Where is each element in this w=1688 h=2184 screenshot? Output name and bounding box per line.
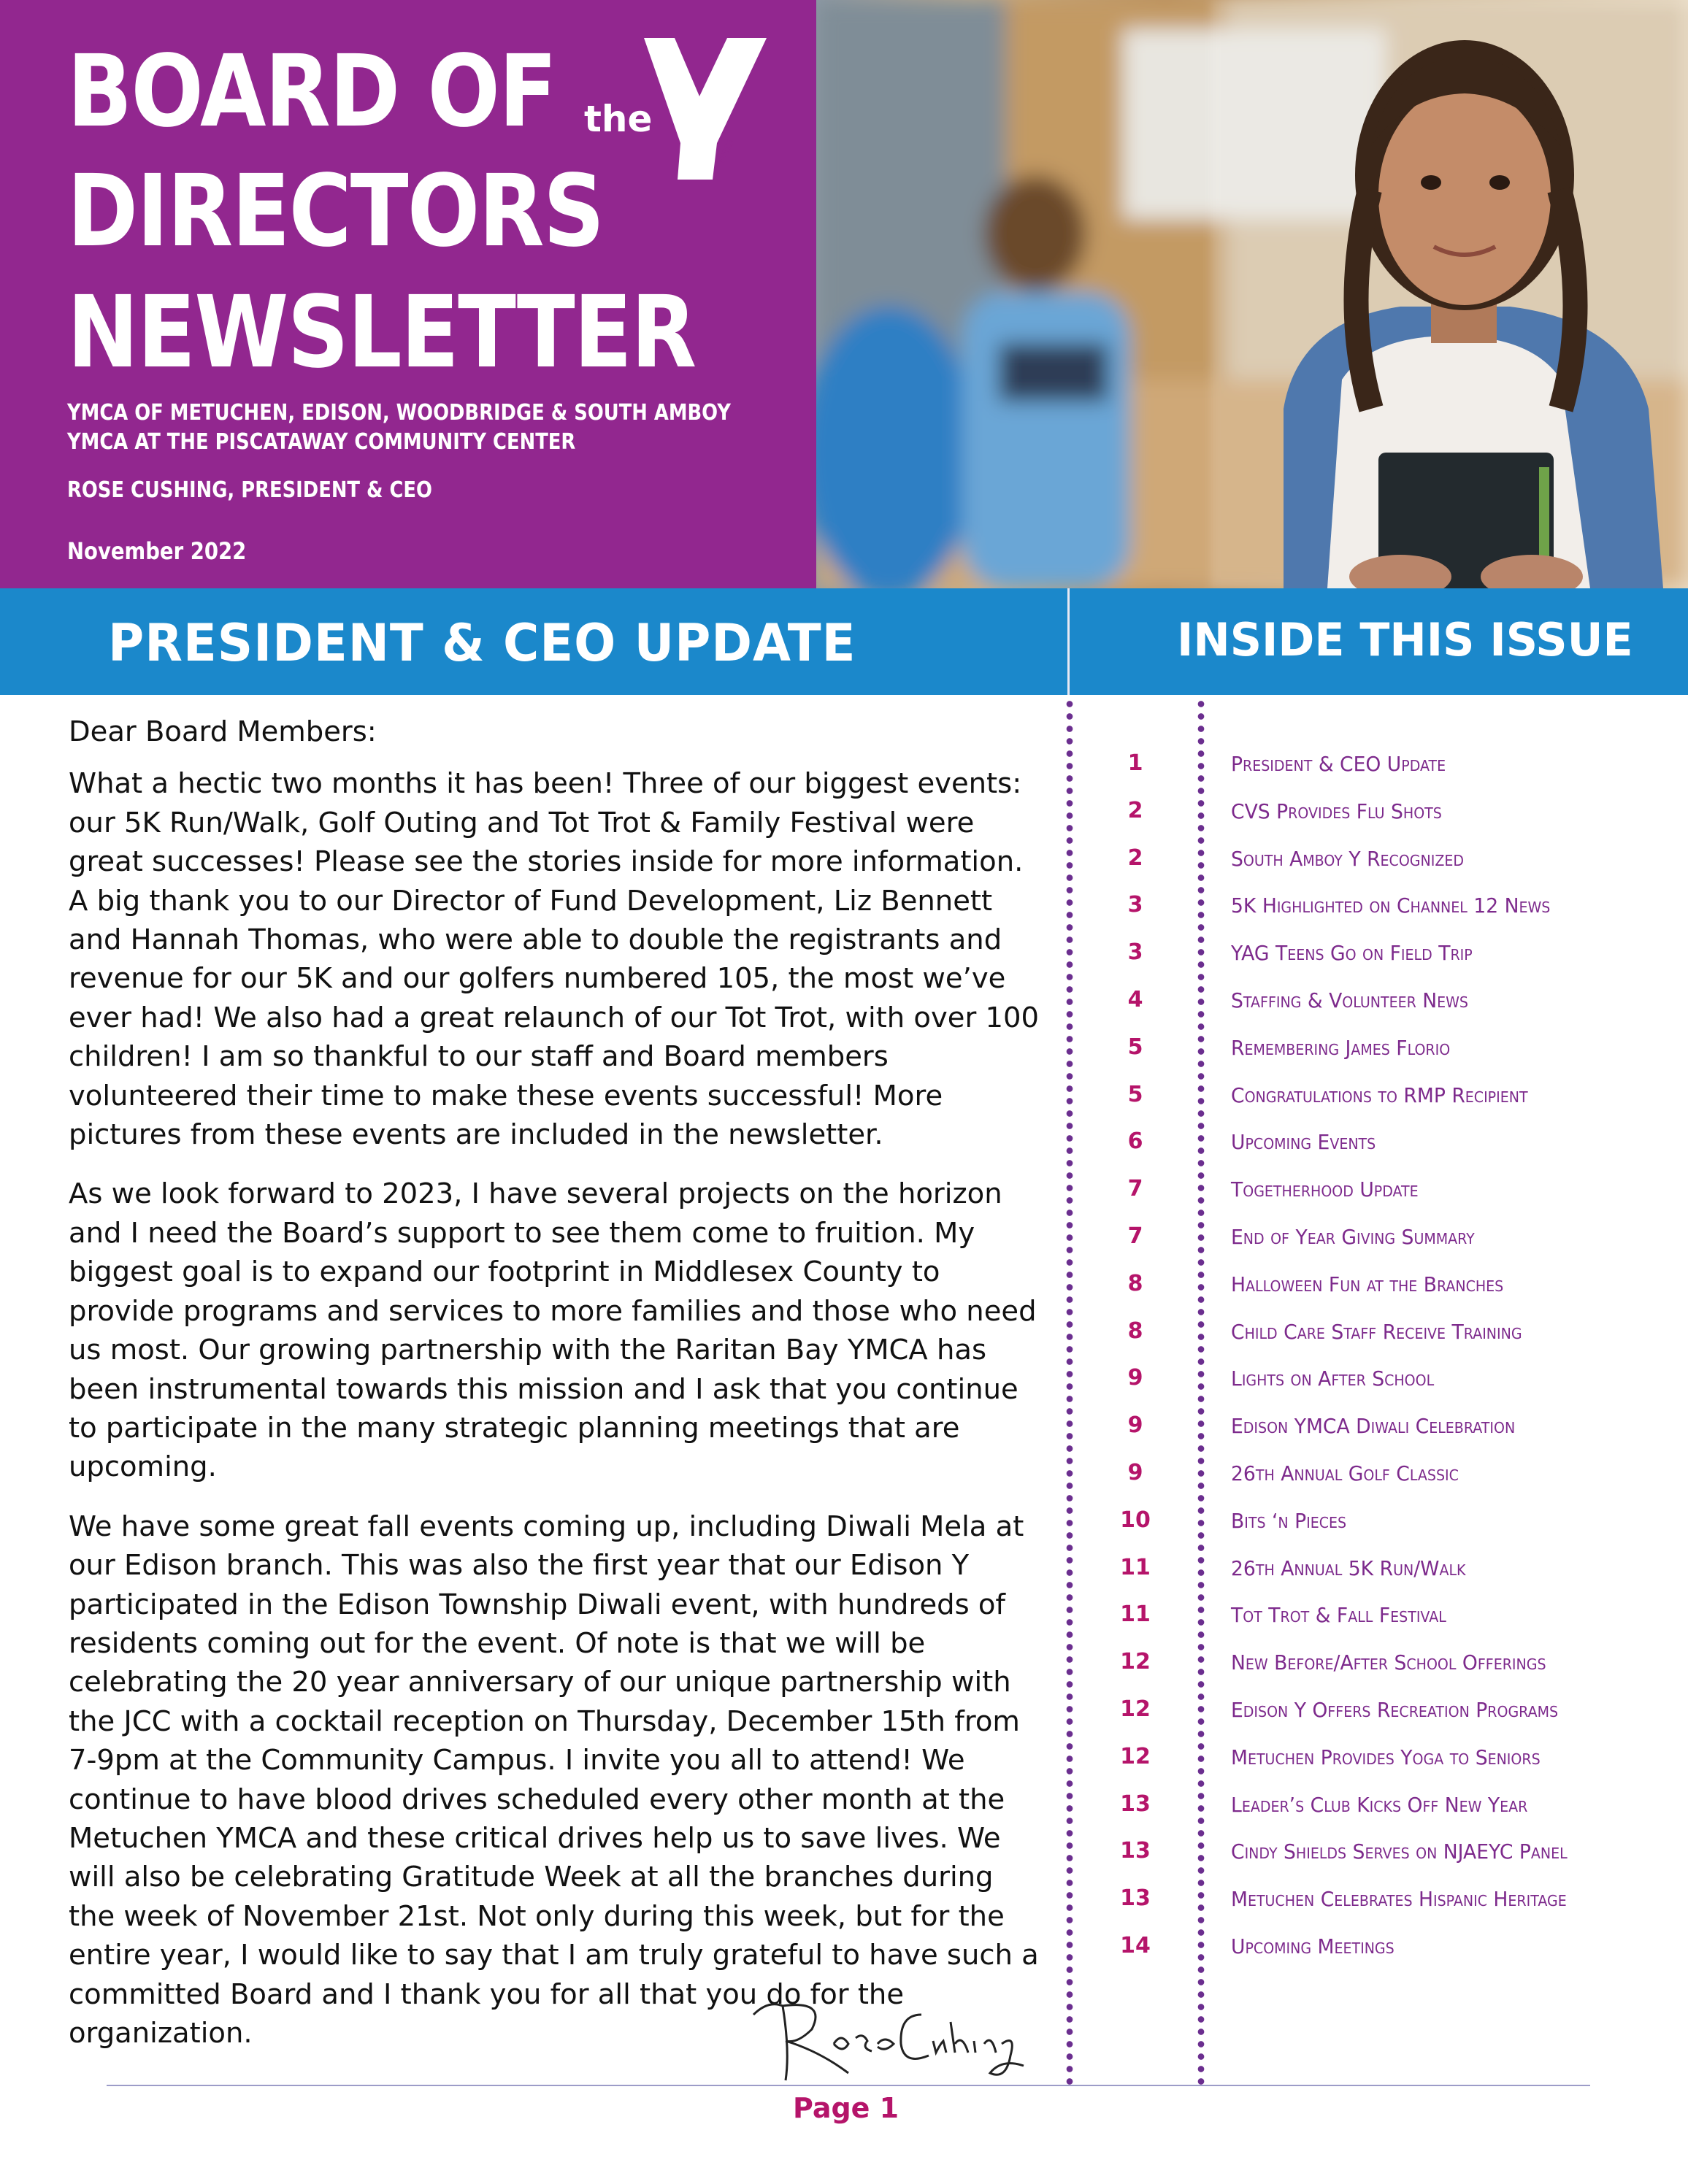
newsletter-title-line-2: DIRECTORS (67, 154, 604, 269)
ymca-logo (584, 34, 774, 187)
president-letter (69, 712, 1040, 2073)
toc-item[interactable] (1095, 1265, 1679, 1312)
ymca-mark-text: YMCA (716, 136, 737, 166)
toc-item[interactable] (1095, 1691, 1679, 1738)
toc-title: Upcoming Meetings (1231, 1934, 1394, 1958)
toc-title: Bits ‘n Pieces (1231, 1508, 1347, 1533)
president-update-heading: PRESIDENT & CEO UPDATE (108, 613, 856, 673)
toc-title: Metuchen Provides Yoga to Seniors (1231, 1745, 1541, 1769)
org-line-1: YMCA OF METUCHEN, EDISON, WOODBRIDGE & SOUTH AMBOY (67, 400, 731, 426)
toc-page-number: 8 (1127, 1318, 1143, 1344)
toc-item[interactable] (1095, 792, 1679, 839)
toc-title: Congratulations to RMP Recipient (1231, 1083, 1528, 1107)
toc-page-number: 2 (1127, 845, 1143, 871)
letter-paragraph-2: As we look forward to 2023, I have several projects on the horizon and I need the Board’s support to see them come to fruition. My biggest goal is to expand our footprint in Middlesex County to provide programs and services to more families and those who need us most. Our growing partnership with the Raritan Bay YMCA has been instrumental towards this mission and I ask that you continue to participate in the many strategic planning meetings that are upcoming. (69, 1177, 1037, 1484)
toc-title: Tot Trot & Fall Festival (1231, 1603, 1446, 1628)
toc-page-number: 10 (1120, 1507, 1151, 1533)
toc-page-number: 2 (1127, 797, 1143, 823)
president-line: ROSE CUSHING, PRESIDENT & CEO (67, 477, 432, 503)
toc-title: Remembering James Florio (1231, 1035, 1451, 1060)
toc-item[interactable] (1095, 1832, 1679, 1880)
toc-title: Lights on After School (1231, 1366, 1435, 1391)
letter-paragraph-1: What a hectic two months it has been! Three of our biggest events: our 5K Run/Walk, Golf Outing and Tot Trot & Family Festival were great successes! Please see the stories inside for more information. A big thank you to our Director of Fund Development, Liz Bennett and Hannah Thomas, who were able to double the registrants and revenue for our 5K and our golfers numbered 105, the most we’ve ever had! We also had a great relaunch of our Tot Trot, with over 100 children! I am so thankful to our staff and Board members volunteered their time to make these events successful! More pictures from these events are included in the newsletter. (69, 767, 1040, 1152)
toc-title: New Before/After School Offerings (1231, 1650, 1546, 1675)
toc-page-number: 12 (1120, 1696, 1151, 1722)
toc-item[interactable] (1095, 1076, 1679, 1123)
dotted-divider-left (1066, 698, 1073, 2085)
toc-title: President & CEO Update (1231, 752, 1446, 776)
ymca-y-icon (584, 34, 774, 187)
masthead (0, 0, 816, 588)
toc-title: 26th Annual 5K Run/Walk (1231, 1556, 1466, 1580)
toc-item[interactable] (1095, 1359, 1679, 1407)
toc-page-number: 11 (1120, 1554, 1151, 1580)
toc-page-number: 11 (1120, 1602, 1151, 1628)
toc-item[interactable] (1095, 886, 1679, 934)
toc-title: Halloween Fun at the Branches (1231, 1272, 1504, 1296)
toc-title: Metuchen Celebrates Hispanic Heritage (1231, 1887, 1567, 1912)
toc-title: End of Year Giving Summary (1231, 1224, 1475, 1249)
toc-item[interactable] (1095, 1927, 1679, 1975)
toc-item[interactable] (1095, 1643, 1679, 1691)
toc-page-number: 9 (1127, 1412, 1143, 1439)
toc-title: Upcoming Events (1231, 1130, 1376, 1155)
toc-item[interactable] (1095, 1596, 1679, 1643)
toc-title: Child Care Staff Receive Training (1231, 1319, 1522, 1344)
toc-page-number: 1 (1127, 750, 1143, 776)
toc-item[interactable] (1095, 1880, 1679, 1927)
toc-page-number: 12 (1120, 1743, 1151, 1769)
toc-item[interactable] (1095, 1454, 1679, 1502)
toc-page-number: 8 (1127, 1270, 1143, 1296)
ymca-logo-the: the (584, 98, 653, 140)
toc-page-number: 4 (1127, 986, 1143, 1012)
issue-date: November 2022 (67, 537, 247, 565)
toc-page-number: 5 (1127, 1034, 1143, 1060)
org-line-2: YMCA AT THE PISCATAWAY COMMUNITY CENTER (67, 429, 576, 455)
toc-item[interactable] (1095, 1218, 1679, 1265)
toc-item[interactable] (1095, 1312, 1679, 1360)
inside-this-issue-heading: INSIDE THIS ISSUE (1177, 613, 1633, 666)
toc-page-number: 13 (1120, 1838, 1151, 1864)
toc-page-number: 7 (1127, 1223, 1143, 1249)
toc-page-number: 3 (1127, 939, 1143, 966)
toc-page-number: 9 (1127, 1459, 1143, 1485)
signature-rose-cushing (739, 1971, 1031, 2095)
toc-item[interactable] (1095, 745, 1679, 792)
table-of-contents (1095, 745, 1679, 1975)
letter-salutation: Dear Board Members: (69, 715, 377, 748)
page-number: Page 1 (793, 2092, 899, 2124)
toc-title: Cindy Shields Serves on NJAEYC Panel (1231, 1839, 1568, 1864)
toc-title: CVS Provides Flu Shots (1231, 799, 1442, 823)
toc-title: Togetherhood Update (1231, 1177, 1419, 1202)
toc-item[interactable] (1095, 981, 1679, 1028)
newsletter-title-line-1: BOARD OF (67, 34, 556, 150)
toc-title: 26th Annual Golf Classic (1231, 1461, 1459, 1485)
toc-page-number: 9 (1127, 1365, 1143, 1391)
toc-title: Staffing & Volunteer News (1231, 988, 1469, 1012)
toc-title: South Amboy Y Recognized (1231, 846, 1464, 871)
toc-item[interactable] (1095, 1549, 1679, 1596)
toc-item[interactable] (1095, 1170, 1679, 1218)
toc-page-number: 3 (1127, 892, 1143, 918)
toc-item[interactable] (1095, 1785, 1679, 1833)
hero-photo (816, 0, 1688, 588)
toc-title: YAG Teens Go on Field Trip (1231, 941, 1473, 966)
toc-item[interactable] (1095, 1502, 1679, 1549)
newsletter-title-line-3: NEWSLETTER (67, 275, 696, 391)
toc-title: 5K Highlighted on Channel 12 News (1231, 893, 1551, 918)
toc-title: Edison YMCA Diwali Celebration (1231, 1414, 1516, 1439)
student-photo-icon (816, 0, 1688, 588)
signature-icon (739, 1971, 1031, 2095)
toc-item[interactable] (1095, 1738, 1679, 1785)
letter-paragraph-3: We have some great fall events coming up, including Diwali Mela at our Edison branch. This was also the first year that our Edison Y participated in the Edison Township Diwali event, with hundreds of residents coming out for the event. Of note is that we will be celebrating the 20 year anniversary of our unique partnership with the JCC with a cocktail reception on Thursday, December 15th from 7-9pm at the Community Campus. I invite you all to attend! We continue to have blood drives scheduled every other month at the Metuchen YMCA and these critical drives help us to save lives. We will also be celebrating Gratitude Week at all the branches during the week of November 21st. Not only during this week, but for the entire year, I would like to say that I am truly grateful to have such a committed Board and I thank you for all that you do for the organization. (69, 1510, 1039, 2050)
footer-rule (107, 2085, 1590, 2086)
toc-item[interactable] (1095, 839, 1679, 887)
toc-page-number: 13 (1120, 1885, 1151, 1912)
toc-page-number: 14 (1120, 1932, 1151, 1958)
toc-title: Leader’s Club Kicks Off New Year (1231, 1792, 1528, 1817)
toc-item[interactable] (1095, 1123, 1679, 1170)
toc-item[interactable] (1095, 934, 1679, 981)
toc-item[interactable] (1095, 1407, 1679, 1454)
toc-page-number: 7 (1127, 1176, 1143, 1202)
toc-page-number: 6 (1127, 1128, 1143, 1155)
toc-page-number: 5 (1127, 1081, 1143, 1107)
section-header-divider (1067, 588, 1070, 695)
toc-item[interactable] (1095, 1028, 1679, 1076)
toc-page-number: 12 (1120, 1649, 1151, 1675)
toc-title: Edison Y Offers Recreation Programs (1231, 1697, 1559, 1722)
toc-page-number: 13 (1120, 1791, 1151, 1817)
